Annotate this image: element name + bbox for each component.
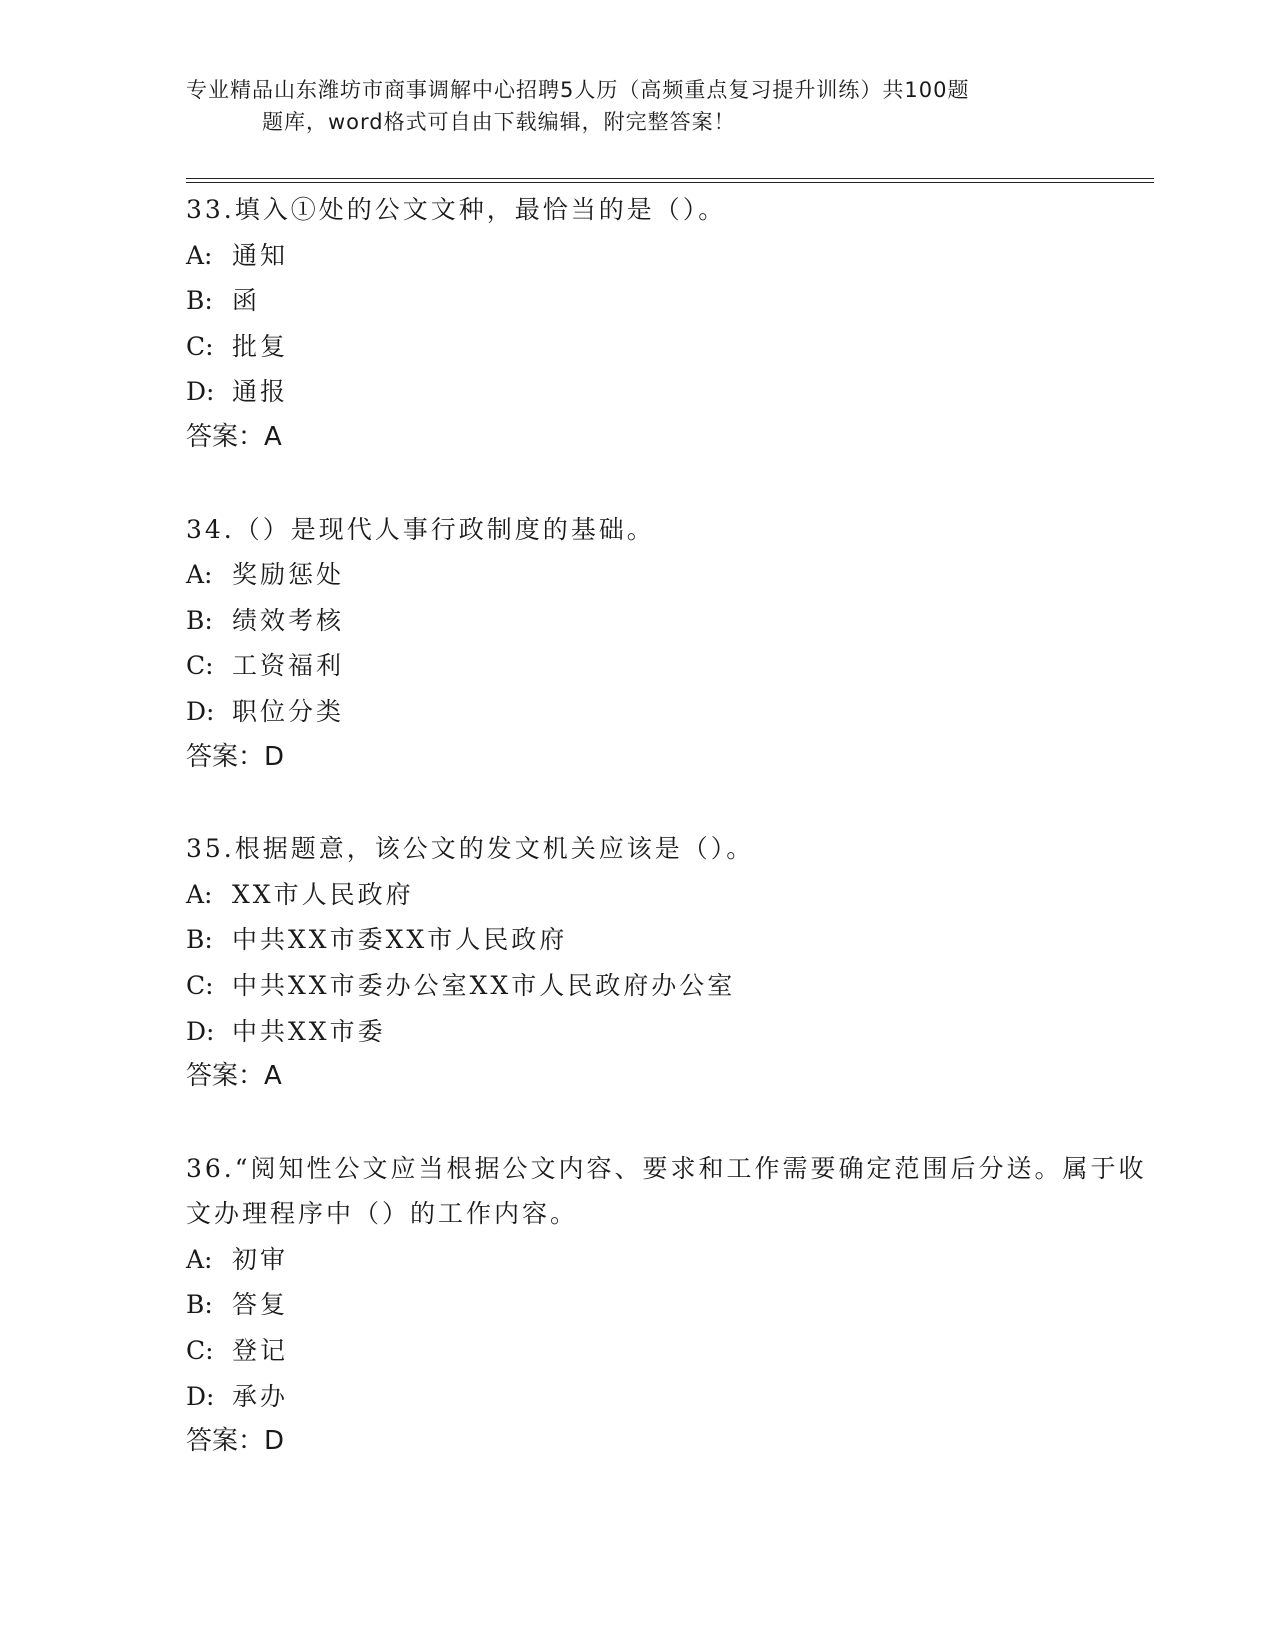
option-text: 函	[232, 286, 261, 316]
option-letter: A:	[186, 879, 213, 909]
option-letter: C:	[186, 651, 214, 681]
answer-line: 答案：A	[186, 421, 282, 452]
question-33	[186, 187, 1154, 461]
option-d	[186, 369, 1154, 415]
option-b	[186, 278, 1154, 324]
option-text: 答复	[232, 1290, 289, 1320]
option-text: 中共XX市委	[232, 1016, 386, 1046]
document-title	[186, 74, 1086, 138]
option-b	[186, 1282, 1154, 1328]
option-letter: A:	[186, 560, 213, 590]
option-text: 登记	[232, 1336, 289, 1366]
option-letter: D:	[186, 1016, 215, 1046]
option-letter: B:	[186, 605, 213, 635]
question-stem: 36.“阅知性公文应当根据公文内容、要求和工作需要确定范围后分送。属于收文办理程序中（）的工作内容。	[186, 1153, 1147, 1229]
option-letter: B:	[186, 1290, 213, 1320]
option-text: 工资福利	[232, 651, 345, 681]
option-d	[186, 1374, 1154, 1420]
option-letter: B:	[186, 286, 213, 316]
option-b	[186, 917, 1154, 963]
option-text: 中共XX市委XX市人民政府	[232, 925, 568, 955]
option-c	[186, 643, 1154, 689]
option-letter: D:	[186, 1381, 215, 1411]
option-b	[186, 598, 1154, 644]
option-d	[186, 689, 1154, 735]
option-letter: D:	[186, 377, 215, 407]
option-text: XX市人民政府	[232, 879, 414, 909]
question-list	[186, 187, 1154, 1511]
option-letter: A:	[186, 240, 213, 270]
option-a	[186, 233, 1154, 279]
document-title-line-2: 题库，word格式可自由下载编辑，附完整答案！	[262, 110, 736, 134]
option-text: 奖励惩处	[232, 560, 345, 590]
option-letter: C:	[186, 1336, 214, 1366]
option-letter: B:	[186, 925, 213, 955]
option-d	[186, 1009, 1154, 1055]
option-letter: D:	[186, 696, 215, 726]
option-text: 批复	[232, 331, 289, 361]
option-c	[186, 963, 1154, 1009]
option-letter: A:	[186, 1244, 213, 1274]
question-34	[186, 507, 1154, 781]
answer-line: 答案：A	[186, 1061, 282, 1092]
header-double-rule	[186, 178, 1154, 183]
option-text: 承办	[232, 1381, 289, 1411]
option-text: 职位分类	[232, 696, 345, 726]
answer-line: 答案：D	[186, 1426, 285, 1457]
option-text: 通知	[232, 240, 289, 270]
option-a	[186, 552, 1154, 598]
question-35	[186, 826, 1154, 1100]
option-a	[186, 872, 1154, 918]
option-letter: C:	[186, 331, 214, 361]
option-a	[186, 1237, 1154, 1283]
document-title-line-1: 专业精品山东潍坊市商事调解中心招聘5人历（高频重点复习提升训练）共100题	[186, 78, 970, 102]
question-stem: 34.（）是现代人事行政制度的基础。	[186, 514, 655, 544]
option-letter: C:	[186, 970, 214, 1000]
question-36	[186, 1146, 1154, 1465]
answer-line: 答案：D	[186, 741, 285, 772]
question-stem: 35.根据题意，该公文的发文机关应该是（）。	[186, 834, 755, 864]
option-c	[186, 324, 1154, 370]
option-c	[186, 1328, 1154, 1374]
option-text: 绩效考核	[232, 605, 345, 635]
option-text: 通报	[232, 377, 289, 407]
question-stem: 33.填入①处的公文文种，最恰当的是（）。	[186, 195, 727, 224]
option-text: 中共XX市委办公室XX市人民政府办公室	[232, 970, 736, 1000]
option-text: 初审	[232, 1244, 289, 1274]
